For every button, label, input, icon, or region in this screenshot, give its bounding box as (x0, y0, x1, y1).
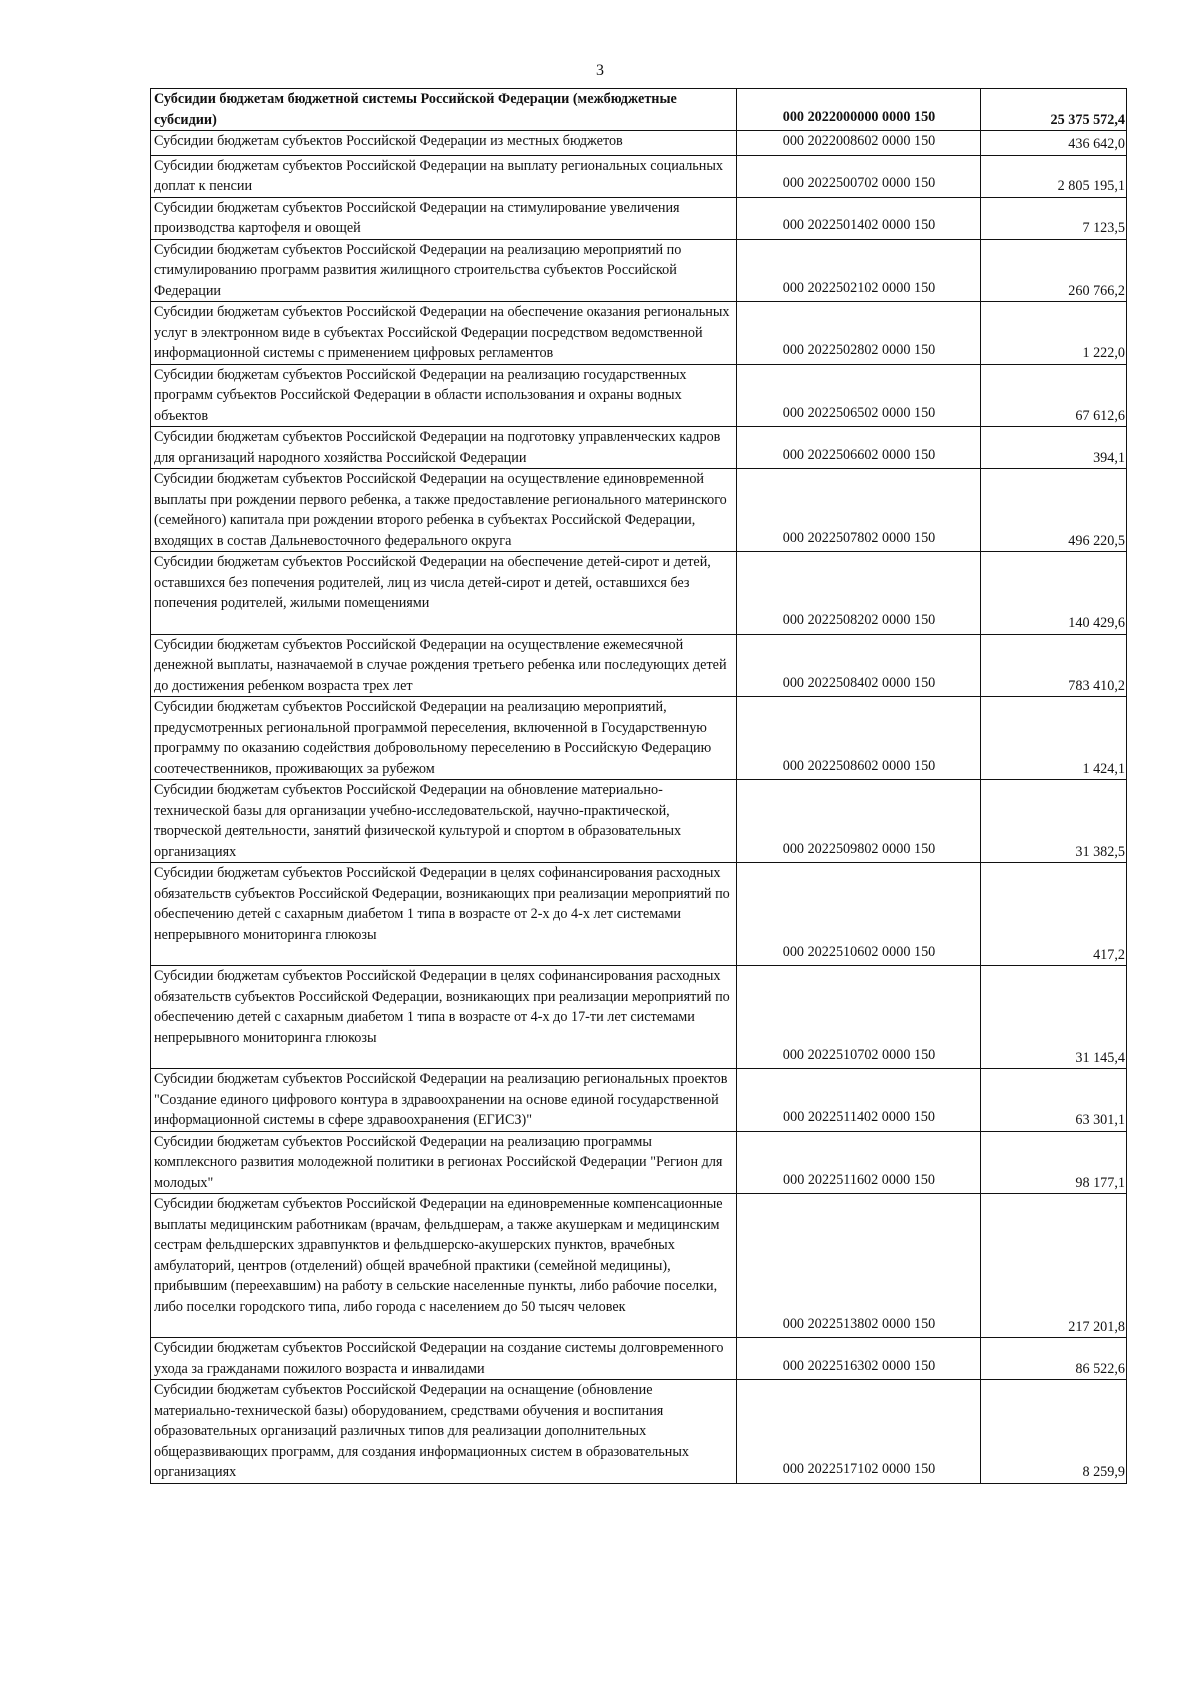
row-amount: 2 805 195,1 (981, 155, 1127, 197)
table-row (151, 239, 1127, 302)
row-budget-code: 000 2022507802 0000 150 (737, 469, 981, 552)
table-row (151, 780, 1127, 863)
row-budget-code: 000 2022517102 0000 150 (737, 1380, 981, 1484)
row-description: Субсидии бюджетам субъектов Российской Федерации на единовременные компенсационные выплаты медицинским работникам (врачам, фельдшерам, а также акушеркам и медицинским сестрам фельдшерских здравпунктов и фельдшерско-акушерских пунктов, врачебных амбулаторий, центров (отделений) общей врачебной практики (семейной медицины), прибывшим (переехавшим) на работу в сельские населенные пункты, либо рабочие поселки, либо поселки городского типа, либо города с населением до 50 тысяч человек (151, 1194, 737, 1338)
row-amount: 1 222,0 (981, 302, 1127, 365)
row-amount: 67 612,6 (981, 364, 1127, 427)
row-amount: 436 642,0 (981, 131, 1127, 156)
row-amount: 31 145,4 (981, 966, 1127, 1069)
row-budget-code: 000 2022511402 0000 150 (737, 1069, 981, 1132)
row-description: Субсидии бюджетам субъектов Российской Федерации на стимулирование увеличения производства картофеля и овощей (151, 197, 737, 239)
row-budget-code: 000 2022506602 0000 150 (737, 427, 981, 469)
row-amount: 496 220,5 (981, 469, 1127, 552)
row-description: Субсидии бюджетам субъектов Российской Федерации на реализацию государственных программ субъектов Российской Федерации в области использования и охраны водных объектов (151, 364, 737, 427)
row-budget-code: 000 2022511602 0000 150 (737, 1131, 981, 1194)
table-row (151, 863, 1127, 966)
page-number: 3 (596, 62, 604, 79)
row-budget-code: 000 2022513802 0000 150 (737, 1194, 981, 1338)
row-budget-code: 000 2022510602 0000 150 (737, 863, 981, 966)
row-amount: 217 201,8 (981, 1194, 1127, 1338)
row-budget-code: 000 2022502102 0000 150 (737, 239, 981, 302)
row-amount: 260 766,2 (981, 239, 1127, 302)
row-budget-code: 000 2022516302 0000 150 (737, 1338, 981, 1380)
table-row (151, 1380, 1127, 1484)
row-description: Субсидии бюджетам субъектов Российской Федерации на реализацию мероприятий по стимулированию программ развития жилищного строительства субъектов Российской Федерации (151, 239, 737, 302)
table-row (151, 89, 1127, 131)
table-row (151, 1131, 1127, 1194)
row-description: Субсидии бюджетам субъектов Российской Федерации в целях софинансирования расходных обязательств субъектов Российской Федерации, возникающих при реализации мероприятий по обеспечению детей с сахарным диабетом 1 типа в возрасте от 2-х до 4-х лет системами непрерывного мониторинга глюкозы (151, 863, 737, 966)
row-description: Субсидии бюджетам субъектов Российской Федерации на выплату региональных социальных доплат к пенсии (151, 155, 737, 197)
table-row (151, 197, 1127, 239)
row-amount: 394,1 (981, 427, 1127, 469)
row-budget-code: 000 2022509802 0000 150 (737, 780, 981, 863)
table-row (151, 155, 1127, 197)
row-budget-code: 000 2022506502 0000 150 (737, 364, 981, 427)
row-amount: 8 259,9 (981, 1380, 1127, 1484)
table-row (151, 1338, 1127, 1380)
row-description: Субсидии бюджетам субъектов Российской Федерации на обновление материально-технической базы для организации учебно-исследовательской, научно-практической, творческой деятельности, занятий физической культурой и спортом в образовательных организациях (151, 780, 737, 863)
table-row (151, 1069, 1127, 1132)
table-row (151, 552, 1127, 635)
table-row (151, 1194, 1127, 1338)
table-row (151, 131, 1127, 156)
row-description: Субсидии бюджетам субъектов Российской Федерации из местных бюджетов (151, 131, 737, 156)
row-amount: 63 301,1 (981, 1069, 1127, 1132)
row-description: Субсидии бюджетам субъектов Российской Федерации на обеспечение детей-сирот и детей, оставшихся без попечения родителей, лиц из числа детей-сирот и детей, оставшихся без попечения родителей, жилыми помещениями (151, 552, 737, 635)
row-description: Субсидии бюджетам субъектов Российской Федерации на реализацию мероприятий, предусмотренных региональной программой переселения, включенной в Государственную программу по оказанию содействия добровольному переселению в Российскую Федерацию соотечественников, проживающих за рубежом (151, 697, 737, 780)
row-description: Субсидии бюджетам бюджетной системы Российской Федерации (межбюджетные субсидии) (151, 89, 737, 131)
table-row (151, 364, 1127, 427)
row-description: Субсидии бюджетам субъектов Российской Федерации на обеспечение оказания региональных услуг в электронном виде в субъектах Российской Федерации посредством ведомственной информационной системы с применением цифровых регламентов (151, 302, 737, 365)
row-amount: 98 177,1 (981, 1131, 1127, 1194)
row-budget-code: 000 2022501402 0000 150 (737, 197, 981, 239)
row-budget-code: 000 2022508402 0000 150 (737, 634, 981, 697)
row-description: Субсидии бюджетам субъектов Российской Федерации на осуществление единовременной выплаты при рождении первого ребенка, а также предоставление регионального материнского (семейного) капитала при рождении второго ребенка в субъектах Российской Федерации, входящих в состав Дальневосточного федерального округа (151, 469, 737, 552)
row-amount: 783 410,2 (981, 634, 1127, 697)
row-amount: 417,2 (981, 863, 1127, 966)
table-row (151, 966, 1127, 1069)
budget-table (150, 88, 1127, 1484)
row-budget-code: 000 2022502802 0000 150 (737, 302, 981, 365)
row-budget-code: 000 2022508202 0000 150 (737, 552, 981, 635)
row-budget-code: 000 2022508602 0000 150 (737, 697, 981, 780)
table-row (151, 302, 1127, 365)
table-row (151, 697, 1127, 780)
table-row (151, 427, 1127, 469)
row-amount: 86 522,6 (981, 1338, 1127, 1380)
row-description: Субсидии бюджетам субъектов Российской Федерации на реализацию программы комплексного развития молодежной политики в регионах Российской Федерации "Регион для молодых" (151, 1131, 737, 1194)
row-amount: 25 375 572,4 (981, 89, 1127, 131)
table-row (151, 634, 1127, 697)
row-amount: 140 429,6 (981, 552, 1127, 635)
row-amount: 7 123,5 (981, 197, 1127, 239)
row-description: Субсидии бюджетам субъектов Российской Федерации на подготовку управленческих кадров для организаций народного хозяйства Российской Федерации (151, 427, 737, 469)
row-description: Субсидии бюджетам субъектов Российской Федерации на осуществление ежемесячной денежной выплаты, назначаемой в случае рождения третьего ребенка или последующих детей до достижения ребенком возраста трех лет (151, 634, 737, 697)
row-budget-code: 000 2022000000 0000 150 (737, 89, 981, 131)
row-amount: 31 382,5 (981, 780, 1127, 863)
row-description: Субсидии бюджетам субъектов Российской Федерации в целях софинансирования расходных обязательств субъектов Российской Федерации, возникающих при реализации мероприятий по обеспечению детей с сахарным диабетом 1 типа в возрасте от 4-х до 17-ти лет системами непрерывного мониторинга глюкозы (151, 966, 737, 1069)
row-description: Субсидии бюджетам субъектов Российской Федерации на оснащение (обновление материально-технической базы) оборудованием, средствами обучения и воспитания образовательных организаций различных типов для реализации дополнительных общеразвивающих программ, для создания информационных систем в образовательных организациях (151, 1380, 737, 1484)
row-description: Субсидии бюджетам субъектов Российской Федерации на создание системы долговременного ухода за гражданами пожилого возраста и инвалидами (151, 1338, 737, 1380)
row-amount: 1 424,1 (981, 697, 1127, 780)
row-budget-code: 000 2022510702 0000 150 (737, 966, 981, 1069)
row-budget-code: 000 2022500702 0000 150 (737, 155, 981, 197)
table-row (151, 469, 1127, 552)
row-description: Субсидии бюджетам субъектов Российской Федерации на реализацию региональных проектов "Создание единого цифрового контура в здравоохранении на основе единой государственной информационной системы в сфере здравоохранения (ЕГИСЗ)" (151, 1069, 737, 1132)
row-budget-code: 000 2022008602 0000 150 (737, 131, 981, 156)
